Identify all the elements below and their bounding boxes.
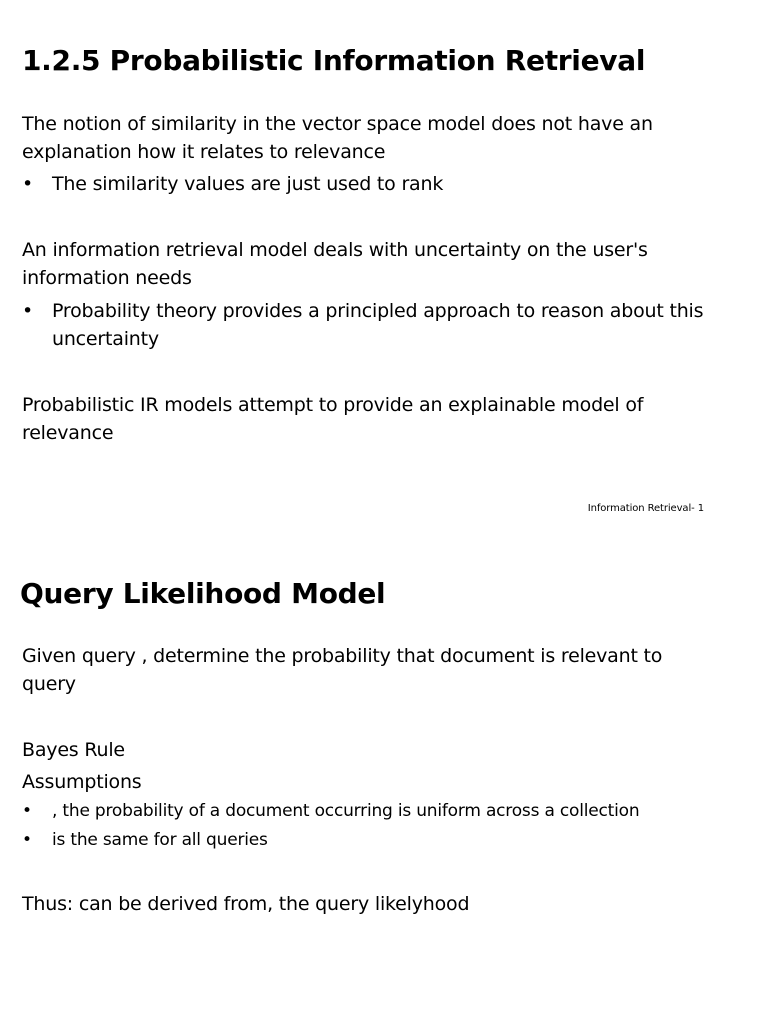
paragraph-uncertainty: An information retrieval model deals with uncertainty on the user's information needs: [22, 239, 648, 289]
bullet-text: The similarity values are just used to rank: [52, 173, 444, 195]
slide-query-likelihood: [0, 530, 768, 1024]
bullet-item-uniform: [22, 798, 712, 824]
bullet-item-rank: [22, 170, 712, 198]
bullet-icon: •: [22, 801, 32, 821]
bullet-item-same-for-queries: [22, 827, 712, 853]
line-bayes-rule: Bayes Rule: [22, 739, 125, 761]
slide-title: Query Likelihood Model: [20, 577, 386, 610]
paragraph-thus: Thus: can be derived from, the query likelyhood: [22, 893, 470, 915]
bullet-item-probability-theory: [22, 297, 712, 353]
paragraph-given-query: Given query , determine the probability that document is relevant to query: [22, 645, 663, 695]
bullet-icon: •: [22, 830, 32, 850]
paragraph-similarity: The notion of similarity in the vector space model does not have an explanation how it relates to relevance: [22, 113, 653, 163]
line-assumptions: Assumptions: [22, 771, 142, 793]
slide-title: 1.2.5 Probabilistic Information Retrieval: [22, 44, 646, 77]
slide-footer: Information Retrieval- 1: [587, 503, 704, 514]
bullet-text: , the probability of a document occurring is uniform across a collection: [52, 801, 640, 821]
bullet-text: Probability theory provides a principled approach to reason about this uncertainty: [52, 300, 704, 350]
bullet-icon: •: [22, 300, 34, 322]
bullet-icon: •: [22, 173, 34, 195]
paragraph-explainable-model: Probabilistic IR models attempt to provide an explainable model of relevance: [22, 394, 644, 444]
bullet-text: is the same for all queries: [52, 830, 268, 850]
